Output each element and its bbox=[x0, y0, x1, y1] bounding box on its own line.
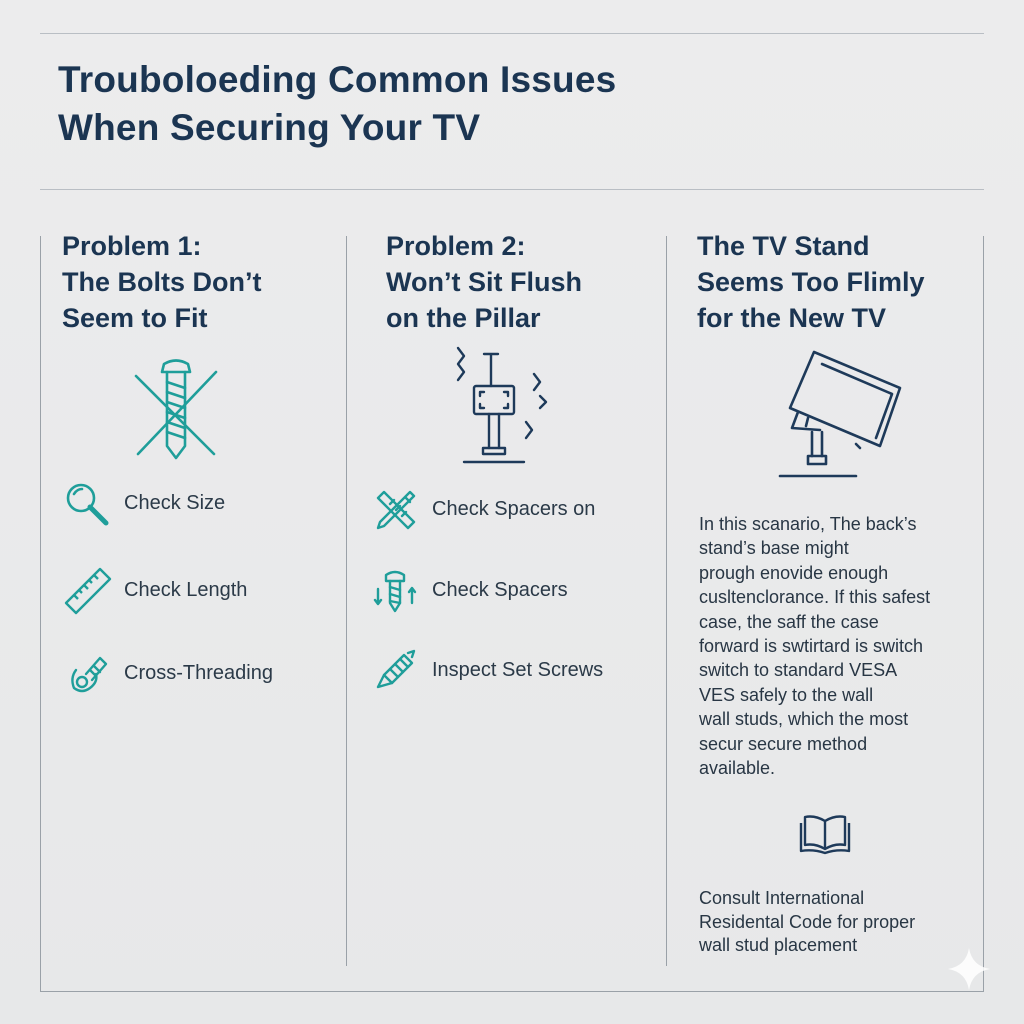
magnifier-icon bbox=[62, 478, 112, 528]
problem-2-title-line: on the Pillar bbox=[386, 303, 541, 333]
problem-2-title-line: Won’t Sit Flush bbox=[386, 267, 582, 297]
screw-arrows-icon bbox=[370, 565, 420, 615]
title-rule bbox=[40, 189, 984, 190]
paragraph-line: available. bbox=[699, 758, 776, 779]
title-line-2: When Securing Your TV bbox=[58, 107, 481, 148]
problem-1-title bbox=[62, 228, 261, 336]
problem-3-title-line: The TV Stand bbox=[697, 231, 870, 261]
crossed-tools-icon bbox=[370, 484, 420, 534]
cross-threading-icon bbox=[62, 648, 112, 698]
paragraph-line: switch to standard VESA bbox=[699, 660, 898, 681]
paragraph-line: In this scanario, The back’s bbox=[699, 514, 917, 534]
column-divider-1 bbox=[346, 236, 347, 966]
paragraph-line: case, the saff the case bbox=[699, 611, 879, 632]
note-line: wall stud placement bbox=[699, 935, 858, 955]
item-label: Inspect Set Screws bbox=[432, 658, 604, 681]
check-size-item bbox=[62, 478, 225, 528]
problem-1-title-line: Seem to Fit bbox=[62, 303, 208, 333]
wobbly-mount-pillar-icon bbox=[446, 344, 556, 468]
top-rule bbox=[40, 33, 984, 34]
paragraph-line: wall studs, which the most bbox=[699, 709, 909, 730]
item-label: Cross-Threading bbox=[124, 661, 273, 684]
item-label: Check Size bbox=[124, 491, 226, 514]
open-book-icon bbox=[799, 813, 851, 855]
item-label: Check Spacers bbox=[432, 578, 568, 601]
paragraph-line: forward is swtirtard is switch bbox=[699, 636, 924, 657]
check-spacers-item bbox=[370, 565, 568, 615]
set-screw-icon bbox=[370, 645, 420, 695]
paragraph-line: prough enovide enough bbox=[699, 562, 889, 583]
inspect-set-screws-item bbox=[370, 645, 603, 695]
cross-threading-item bbox=[62, 648, 273, 698]
problem-3-title-line: for the New TV bbox=[697, 303, 887, 333]
crossed-out-bolt-icon bbox=[128, 358, 224, 464]
problem-2-title-line: Problem 2: bbox=[386, 231, 526, 261]
problem-3-title-line: Seems Too Flimly bbox=[697, 267, 925, 297]
problem-1-title-line: Problem 1: bbox=[62, 231, 202, 261]
panel-border-right bbox=[983, 236, 984, 992]
check-length-item bbox=[62, 565, 247, 615]
problem-1-title-line: The Bolts Don’t bbox=[62, 267, 262, 297]
page-title bbox=[58, 56, 616, 152]
column-divider-2 bbox=[666, 236, 667, 966]
item-label: Check Length bbox=[124, 578, 248, 601]
tilting-tv-stand-icon bbox=[772, 348, 908, 484]
ruler-icon bbox=[62, 565, 112, 615]
paragraph-line: VES safely to the wall bbox=[699, 684, 874, 705]
panel-border-left bbox=[40, 236, 41, 992]
panel-border-bottom bbox=[40, 991, 984, 992]
problem-2-title bbox=[386, 228, 582, 336]
item-label: Check Spacers on bbox=[432, 497, 596, 520]
note-line: Residental Code for proper bbox=[699, 911, 916, 932]
paragraph-line: secur secure method bbox=[699, 733, 868, 754]
paragraph-line: stand’s base might bbox=[699, 538, 849, 559]
problem-3-title bbox=[697, 228, 925, 336]
scenario-paragraph bbox=[699, 512, 969, 780]
check-spacers-on-item bbox=[370, 484, 595, 534]
code-reference-note bbox=[699, 887, 969, 958]
paragraph-line: cusltenclorance. If this safest bbox=[699, 587, 931, 608]
note-line: Consult International bbox=[699, 888, 865, 908]
title-line-1: Trouboloeding Common Issues bbox=[58, 59, 617, 100]
sparkle-icon bbox=[944, 944, 994, 994]
